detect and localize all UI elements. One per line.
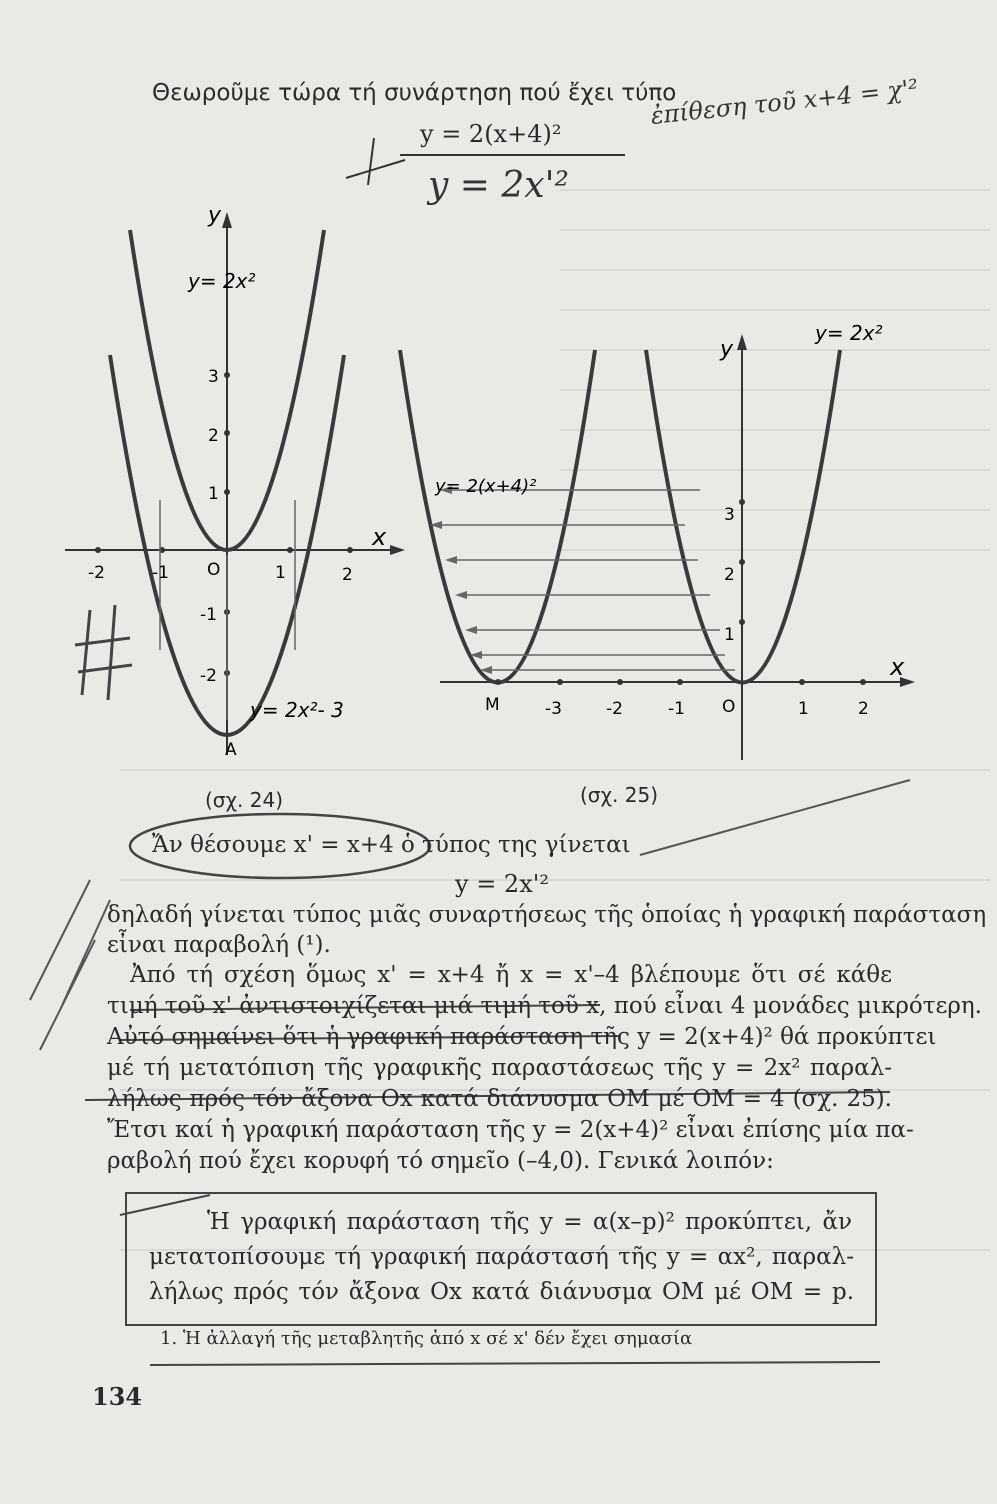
fig24-xtick-2: 2	[342, 565, 353, 585]
fig25-xtick-2: 2	[858, 699, 869, 719]
fig25-xtick-neg3: -3	[545, 699, 562, 719]
p3-line3: Αὐτό σημαίνει ὅτι ἡ γραφική παράσταση τῆς y = 2(x+4)² θά προκύπτει	[107, 1024, 937, 1050]
handwritten-formula: y = 2x'²	[428, 165, 569, 206]
fig24-caption: (σχ. 24)	[205, 788, 283, 812]
fig25-curve-label-right: y= 2x²	[815, 321, 883, 345]
fig24-xtick-neg2: -2	[88, 563, 105, 583]
intro-text: Θεωροῦμε τώρα τή συνάρτηση πού ἔχει τύπο	[152, 80, 677, 106]
fig24-xtick-1: 1	[275, 563, 286, 583]
fig24-xtick-origin: O	[207, 560, 221, 580]
p2-line2: εἶναι παραβολή (¹).	[107, 932, 331, 958]
formula-main: y = 2(x+4)²	[420, 120, 562, 148]
p3-line4: μέ τή μετατόπιση τῆς γραφικῆς παραστάσεως τῆς y = 2x² παραλ-	[107, 1055, 892, 1081]
box-line1: Ἡ γραφική παράσταση τῆς y = α(x–p)² προκύπτει, ἄν	[207, 1209, 852, 1235]
fig25-ytick-2: 2	[724, 565, 735, 585]
fig24-ytick-neg2: -2	[200, 666, 217, 686]
fig24-x-label: x	[372, 523, 387, 551]
fig24-ytick-neg1: -1	[200, 605, 217, 625]
fig24-ytick-1: 1	[208, 484, 219, 504]
fig25-xtick-1: 1	[798, 699, 809, 719]
box-line3: λήλως πρός τόν ἄξονα Ox κατά διάνυσμα OM μέ OM = p.	[149, 1279, 854, 1305]
fig25-curve-label-left: y= 2(x+4)²	[435, 476, 537, 497]
fig24-xtick-neg1: -1	[152, 563, 169, 583]
fig24-vertex-label: A	[225, 740, 237, 760]
fig25-caption: (σχ. 25)	[580, 783, 658, 807]
fig24-curve-label-top: y= 2x²	[188, 269, 256, 293]
p3-line2: τιμή τοῦ x' ἀντιστοιχίζεται μιά τιμή τοῦ x, πού εἶναι 4 μονάδες μικρότερη.	[107, 993, 982, 1019]
p1-line1: Ἄν θέσουμε x' = x+4 ὁ τύπος της γίνεται	[152, 832, 631, 858]
box-line2: μετατοπίσουμε τή γραφική παράστασή τῆς y = αx², παραλ-	[149, 1244, 854, 1270]
fig24-y-label: y	[208, 203, 222, 228]
fig24-ytick-2: 2	[208, 426, 219, 446]
p3-line6: Ἔτσι καί ἡ γραφική παράσταση τῆς y = 2(x+4)² εἶναι ἐπίσης μία πα-	[107, 1117, 914, 1143]
fig25-xtick-neg2: -2	[606, 699, 623, 719]
page-number: 134	[92, 1382, 143, 1411]
p3-line5: λήλως πρός τόν ἄξονα Ox κατά διάνυσμα OM μέ OM = 4 (σχ. 25).	[107, 1086, 892, 1112]
p3-line7: ραβολή πού ἔχει κορυφή τό σημεῖο (–4,0). Γενικά λοιπόν:	[107, 1148, 774, 1174]
fig24-curve-label-bottom: y= 2x²- 3	[250, 698, 344, 722]
fig24-ytick-3: 3	[208, 367, 219, 387]
footnote: 1. Ἡ ἀλλαγή τῆς μεταβλητῆς ἀπό x σέ x' δέν ἔχει σημασία	[160, 1328, 693, 1349]
fig25-y-label: y	[720, 337, 734, 362]
p2-line1: δηλαδή γίνεται τύπος μιᾶς συναρτήσεως τῆς ὁποίας ἡ γραφική παράσταση	[107, 902, 987, 928]
handwritten-note-top: ἐπίθεση τοῦ x+4 = χ'²	[649, 74, 920, 130]
p3-line1: Ἀπό τή σχέση ὅμως x' = x+4 ἤ x = x'–4 βλέπουμε ὅτι σέ κάθε	[130, 962, 892, 988]
fig25-xtick-origin: O	[722, 697, 736, 717]
p1-formula: y = 2x'²	[455, 870, 549, 898]
fig25-x-label: x	[890, 653, 905, 681]
fig25-xtick-neg1: -1	[668, 699, 685, 719]
fig25-xtick-M: M	[485, 695, 500, 715]
fig25-ytick-1: 1	[724, 625, 735, 645]
fig25-ytick-3: 3	[724, 505, 735, 525]
